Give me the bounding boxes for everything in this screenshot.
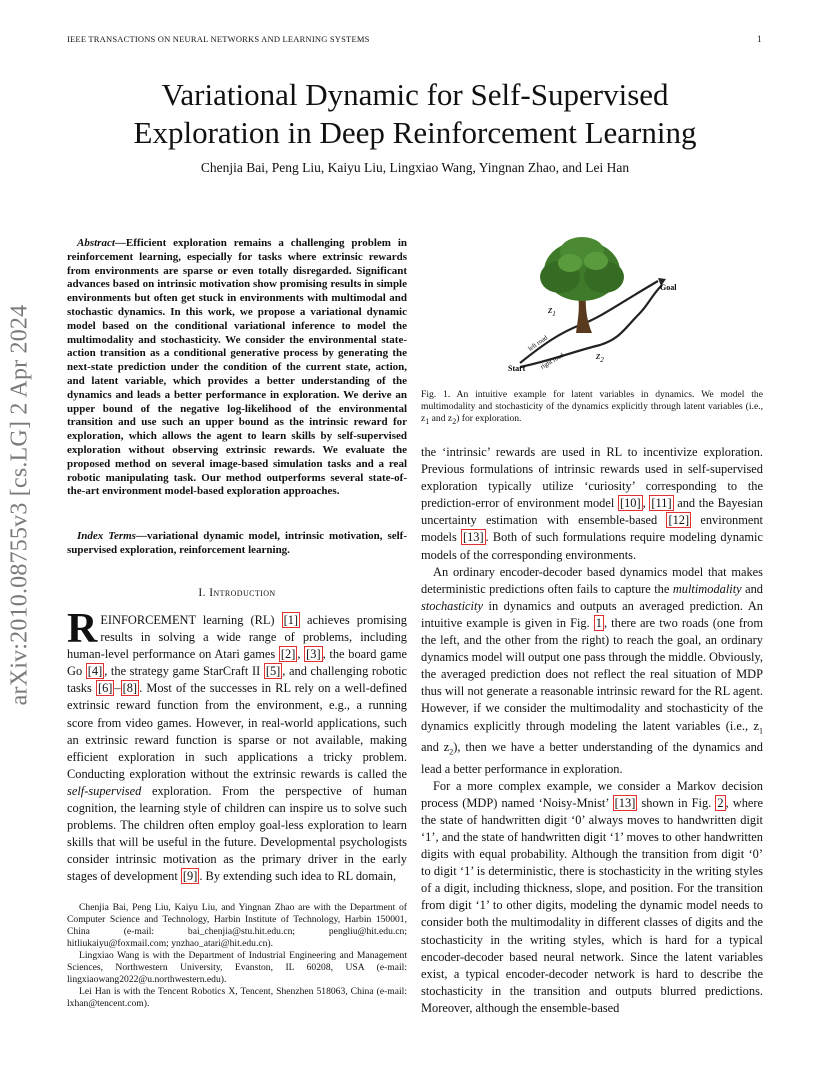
- body-text: . Both of such formulations require modeling dynamic models of the corresponding environments.: [421, 530, 764, 562]
- index-terms: [67, 530, 407, 558]
- math-sub: 2: [449, 747, 454, 757]
- goal-label: Goal: [660, 283, 677, 292]
- caption-sub: 1: [425, 416, 430, 426]
- citation-link[interactable]: [2]: [280, 647, 296, 662]
- section-number: I.: [198, 587, 206, 599]
- running-header: IEEE TRANSACTIONS ON NEURAL NETWORKS AND LEARNING SYSTEMS: [67, 34, 370, 44]
- z2-label: $z_2$: [596, 350, 604, 364]
- introduction-paragraph: [67, 606, 408, 886]
- author-list: Chenjia Bai, Peng Liu, Kaiyu Liu, Lingxiao Wang, Yingnan Zhao, and Lei Han: [200, 160, 630, 175]
- author-footnotes: [67, 902, 407, 1010]
- arxiv-id: arXiv:2010.08755v3 [cs.LG] 2 Apr 2024: [6, 304, 33, 706]
- section-title: Introduction: [209, 587, 276, 599]
- citation-link[interactable]: [9]: [182, 869, 198, 884]
- drop-cap: R: [67, 606, 98, 652]
- arxiv-stamp: [0, 295, 40, 715]
- intro-text: , the board game Go: [67, 647, 408, 679]
- figure-1-caption: [421, 389, 763, 428]
- body-text: ), then we have a better understanding of the dynamics and lead a better performance in exploration.: [421, 740, 763, 776]
- footnote-affiliation-2: Lingxiao Wang is with the Department of Industrial Engineering and Management Sciences, Northwestern University, Evanston, IL 60208, USA (e-mail: lingxiaowang2022@u.northwestern.edu).: [67, 950, 407, 985]
- body-text: ,: [642, 496, 650, 511]
- footnote-affiliation-1: Chenjia Bai, Peng Liu, Kaiyu Liu, and Yingnan Zhao are with the Department of Computer Science and Technology, Harbin Institute of Technology, Harbin 150001, China (e-mail: bai_chenjia@stu.hit.edu.cn; pengliu@hit.edu.cn; hitliukaiyu@foxmail.com; ynzhao_atari@hit.edu.cn).: [67, 902, 407, 949]
- paragraph-noisy-mnist: [421, 778, 763, 1017]
- index-terms-text: —variational dynamic model, intrinsic motivation, self-supervised exploration, reinforcement learning.: [67, 530, 407, 556]
- figure-link[interactable]: 1: [595, 615, 602, 630]
- citation-link[interactable]: [6]: [97, 681, 113, 696]
- citation-link[interactable]: [5]: [265, 664, 281, 679]
- abstract: [67, 237, 407, 499]
- body-text: For a more complex example, we consider a Markov decision process (MDP) named ‘Noisy-Mnist’: [421, 778, 763, 810]
- tree-canopy-icon: [540, 237, 624, 301]
- paper-title: [60, 76, 770, 152]
- intro-text: EINFORCEMENT learning (RL): [100, 613, 282, 627]
- caption-sub: 2: [452, 416, 457, 426]
- right-road-label: right road: [539, 351, 566, 371]
- citation-link[interactable]: [4]: [87, 664, 103, 679]
- citation-link[interactable]: [12]: [668, 513, 690, 528]
- intro-text: , and challenging robotic tasks: [67, 664, 408, 696]
- figure-1: [490, 233, 700, 385]
- body-text: shown in Fig.: [637, 795, 716, 810]
- footnote-affiliation-3: Lei Han is with the Tencent Robotics X, Tencent, Shenzhen 518063, China (e-mail: lxhan@tencent.com).: [67, 986, 407, 1009]
- right-column-body: [421, 444, 763, 1017]
- z1-label: $z_1$: [548, 304, 556, 318]
- math-sub: 1: [759, 725, 763, 735]
- title-line-2: Exploration in Deep Reinforcement Learning: [133, 115, 697, 150]
- caption-text: ) for exploration.: [456, 413, 522, 424]
- start-label: Start: [508, 364, 526, 373]
- paragraph-encoder-decoder: [421, 564, 763, 778]
- emphasis-text: self-supervised: [67, 783, 142, 798]
- citation-link[interactable]: [8]: [122, 681, 138, 696]
- body-text: in dynamics and outputs an averaged prediction. An intuitive example is given in Fig.: [421, 598, 763, 630]
- caption-text: and z: [429, 413, 453, 424]
- left-road-label: left road: [527, 334, 550, 353]
- section-heading: [67, 587, 407, 599]
- intro-text: ,: [297, 647, 305, 662]
- intro-text: –: [114, 681, 121, 696]
- body-text: and: [741, 581, 763, 596]
- citation-link[interactable]: [13]: [614, 795, 636, 810]
- body-text: , there are two roads (one from the left, and the other from the right) to reach the goal, an ordinary dynamics model will output one pass through the middle. Obviously, the averaged prediction does not reflect the real situation of MDP thus will not generate a reasonable intrinsic reward for the RL agent. However, if we consider the multimodality and stochasticity of the dynamics explicitly through modeling the latent variables (i.e., z: [421, 615, 763, 733]
- title-line-1: Variational Dynamic for Self-Supervised: [161, 77, 669, 112]
- body-text: the ‘intrinsic’ rewards are used in RL to incentivize exploration. Previous formulations of intrinsic rewards used in self-supervised exploration typically utilize ‘curiosity’ corresponding to the prediction-error of environment model: [421, 445, 763, 511]
- body-text: environment models: [421, 513, 763, 545]
- emphasis-text: multimodality: [672, 581, 742, 596]
- intro-text: , the strategy game StarCraft II: [104, 664, 264, 679]
- body-text: and z: [421, 740, 450, 755]
- page-number: 1: [757, 34, 762, 44]
- paragraph-intrinsic: [421, 444, 763, 564]
- body-text: , where the state of handwritten digit ‘0’ always moves to handwritten digit ‘1’, and the state of handwritten digit ‘1’ moves to other handwritten digits with equal probability. Although the transition from digit ‘0’ to digit ‘1’ is deterministic, there is stochasticity in the writing styles of a digit, including thickness, slope, and position. For the transition from digit ‘1’ to other digits, modeling the dynamic model needs to consider both the multimodality in different classes of digits and the stochasticity in the writing styles, which is hard for a typical encoder-decoder based neural network. Since the latent variables exist, a typical encoder-decoder network is hard to describe the stochasticity in the transition and outputs blurred predictions. Moreover, although the ensemble-based: [421, 795, 764, 1015]
- intro-text: achieves promising results in solving a wide range of problems, including human-level performance on Atari games: [67, 613, 407, 662]
- citation-link[interactable]: [3]: [306, 647, 321, 662]
- citation-link[interactable]: [1]: [283, 613, 299, 627]
- abstract-text: —Efficient exploration remains a challenging problem in reinforcement learning, especially for tasks where extrinsic rewards from environments are sparse or even totally disregarded. Significant advances based on intrinsic motivation show promising results in simple environments but often get stuck in environments with multimodal and stochastic dynamics. In this work, we propose a variational dynamic model based on the conditional variational inference to model the multimodality and stochasticity. We consider the environmental state-action transition as a conditional generative process by generating the next-state prediction under the condition of the current state, action, and latent variable, which provides a better understanding of the dynamics and leads a better performance in exploration. We derive an upper bound of the negative log-likelihood of the environmental transition and use such an upper bound as the intrinsic reward for exploration, which allows the agent to learn skills by self-supervised exploration without observing extrinsic rewards. We evaluate the proposed method on several image-based simulation tasks and a real robotic manipulating task. Our method outperforms several state-of-the-art environment model-based exploration approaches.: [67, 237, 407, 498]
- intro-text: . Most of the successes in RL rely on a well-defined extrinsic reward function from the environment, e.g., a running score from video games. However, in real-world applications, such an extrinsic reward function is sparse or not available, making efficient exploration in such applications a tricky problem. Conducting exploration without the extrinsic rewards is called the: [67, 681, 407, 781]
- body-text: and the Bayesian uncertainty estimation with ensemble-based: [421, 496, 763, 528]
- citation-link[interactable]: [10]: [619, 496, 641, 511]
- emphasis-text: stochasticity: [421, 598, 483, 613]
- intro-text: . By extending such idea to RL domain,: [199, 869, 397, 884]
- tree-roads-illustration: [490, 233, 700, 385]
- body-text: An ordinary encoder-decoder based dynamics model that makes deterministic predictions often fails to capture the: [421, 564, 763, 596]
- index-terms-label: Index Terms: [77, 530, 136, 542]
- abstract-label: Abstract: [77, 237, 115, 249]
- citation-link[interactable]: [13]: [462, 530, 484, 545]
- intro-text: exploration. From the perspective of human cognition, the learning style of children can inspire us to solve such problems. The children often employ goal-less exploration to learn skills that will be useful in the future. Developmental psychologists consider intrinsic motivation as the primary driver in the early stages of development: [67, 783, 407, 884]
- caption-text: Fig. 1. An intuitive example for latent variables in dynamics. We model the multimodality and stochasticity of the dynamics explicitly through latent variables (i.e., z: [421, 389, 763, 424]
- citation-link[interactable]: [11]: [651, 496, 672, 511]
- figure-link[interactable]: 2: [717, 795, 724, 810]
